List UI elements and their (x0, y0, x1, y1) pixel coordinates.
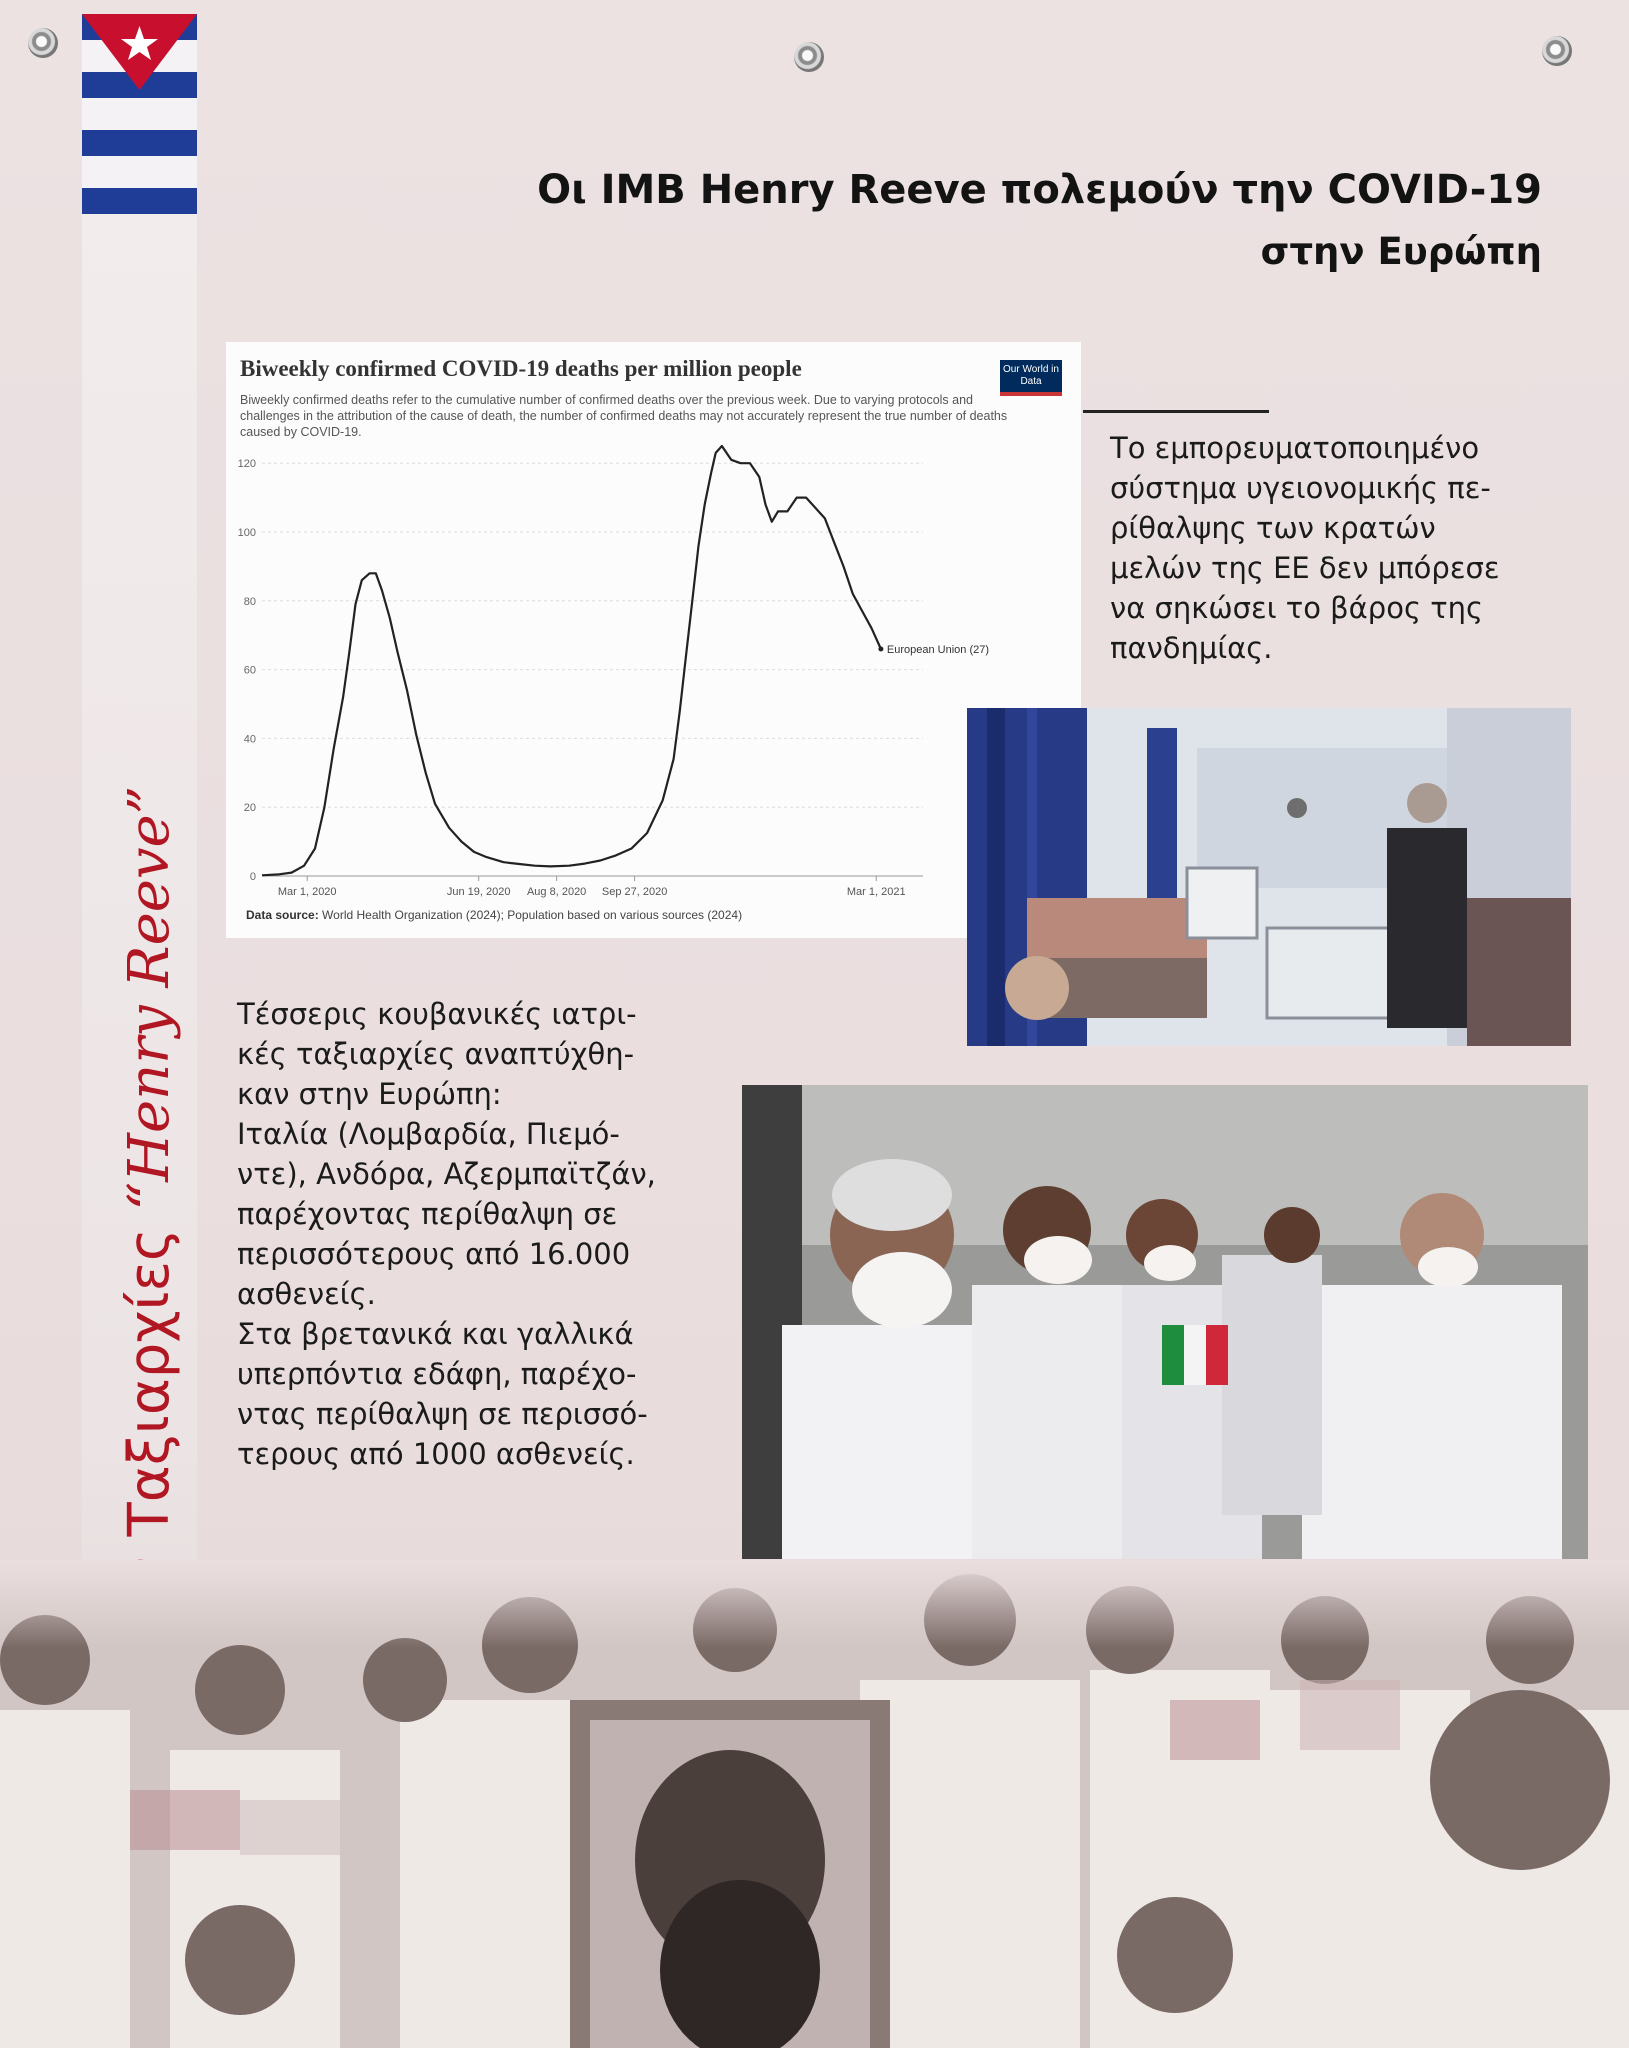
paragraph-eu-healthcare-line: μελών της ΕΕ δεν μπόρεσε (1110, 551, 1500, 585)
paragraph-brigades-europe-line: Ιταλία (Λομβαρδία, Πιεμό- (237, 1117, 620, 1151)
y-tick-label: 0 (249, 871, 256, 883)
y-tick-label: 60 (243, 664, 256, 677)
chart-title: Biweekly confirmed COVID-19 deaths per million people (240, 356, 802, 381)
paragraph-brigades-europe-line: ντας περίθαλψη σε περισσό- (237, 1397, 648, 1431)
x-tick-label: Sep 27, 2020 (601, 886, 668, 898)
grommet-left (28, 28, 58, 58)
grommet-right (1542, 36, 1572, 66)
paragraph-brigades-europe-line: Στα βρετανικά και γαλλικά (237, 1317, 634, 1351)
chart-source-label: Data source: (246, 908, 319, 922)
title-line-1: Οι IMB Henry Reeve πολεμούν την COVID-19 (537, 167, 1542, 213)
side-banner-script: “Henry Reeve” (117, 785, 182, 1211)
paragraph-brigades-europe (237, 994, 707, 1474)
paragraph-brigades-europe-line: Τέσσερις κουβανικές ιατρι- (237, 997, 637, 1031)
y-tick-label: 120 (237, 458, 256, 471)
grommet-center (794, 42, 824, 72)
title-line-2: στην Ευρώπη (1260, 230, 1542, 273)
y-tick-label: 100 (237, 527, 256, 539)
divider (1083, 410, 1269, 413)
owid-logo: Our World in Data (1000, 360, 1062, 396)
series-line-eu (262, 446, 881, 875)
paragraph-eu-healthcare-line: να σηκώσει το βάρος της (1110, 591, 1484, 625)
chart-source-text: World Health Organization (2024); Population based on various sources (2024) (322, 908, 743, 922)
poster-title (492, 162, 1542, 280)
chart (226, 342, 1081, 938)
chart-subtitle: Biweekly confirmed deaths refer to the cumulative number of confirmed deaths over the previous week. Due to varying protocols and challenges in the attribution of the cause of death, the number of confirmed deaths may not accurately represent the true number of deaths caused by COVID-19. (240, 393, 1008, 439)
paragraph-brigades-europe-line: υπερπόντια εδάφη, παρέχο- (237, 1357, 637, 1391)
x-tick-label: Mar 1, 2021 (846, 886, 906, 898)
paragraph-brigades-europe-line: κές ταξιαρχίες αναπτύχθη- (237, 1037, 635, 1071)
hospital-ward-photo (967, 708, 1571, 1046)
paragraph-brigades-europe-line: τερους από 1000 ασθενείς. (237, 1437, 635, 1471)
y-tick-label: 40 (243, 733, 256, 746)
paragraph-brigades-europe-line: ντε), Ανδόρα, Αζερμπαϊτζάν, (237, 1157, 656, 1191)
doctors-arriving-photo (742, 1085, 1588, 1559)
paragraph-brigades-europe-line: περισσότερους από 16.000 (237, 1237, 631, 1271)
chart-source (246, 908, 742, 922)
paragraph-eu-healthcare-line: σύστημα υγειονομικής πε- (1110, 471, 1491, 505)
paragraph-eu-healthcare (1110, 428, 1560, 668)
paragraph-brigades-europe-line: ασθενείς. (237, 1277, 376, 1311)
series-end-point (878, 646, 883, 651)
y-tick-label: 80 (243, 595, 256, 608)
x-tick-label: Jun 19, 2020 (446, 886, 511, 898)
paragraph-brigades-europe-line: παρέχοντας περίθαλψη σε (237, 1197, 618, 1231)
x-tick-label: Aug 8, 2020 (526, 886, 587, 898)
paragraph-eu-healthcare-line: Το εμπορευματοποιημένο (1110, 431, 1480, 465)
paragraph-eu-healthcare-line: ρίθαλψης των κρατών (1110, 511, 1436, 545)
y-tick-label: 20 (243, 802, 256, 815)
paragraph-eu-healthcare-line: πανδημίας. (1110, 631, 1273, 665)
cuban-flag (82, 14, 197, 214)
paragraph-brigades-europe-line: καν στην Ευρώπη: (237, 1077, 502, 1111)
brigade-group-photo (0, 1560, 1629, 2048)
series-label: European Union (27) (886, 643, 990, 656)
x-tick-label: Mar 1, 2020 (277, 886, 337, 898)
